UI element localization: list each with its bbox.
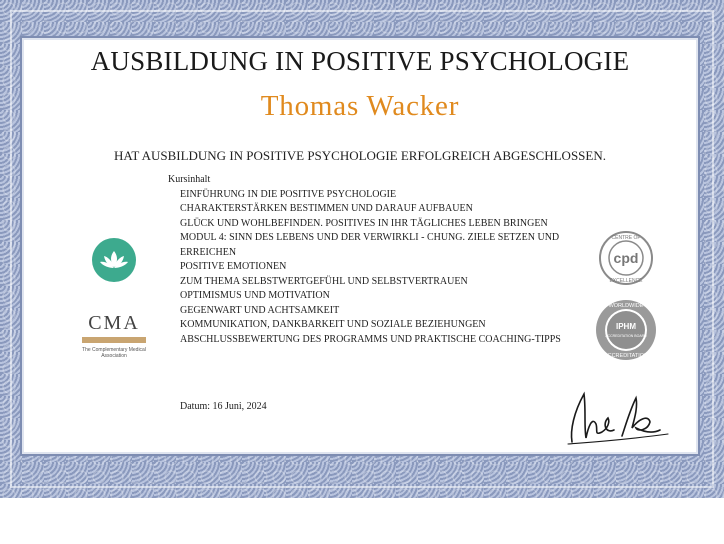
iphm-middle-text: ACCREDITATION BOARD xyxy=(605,334,647,338)
cpd-bottom-text: EXCELLENCE xyxy=(609,278,643,284)
course-item: MODUL 4: SINN DES LEBENS UND DER VERWIRKLI - CHUNG. ZIELE SETZEN UND ERREICHEN xyxy=(180,232,560,258)
iphm-seal xyxy=(594,298,658,362)
lotus-icon xyxy=(99,249,129,271)
course-content xyxy=(168,173,572,347)
cma-logo-bar xyxy=(82,337,146,343)
iphm-top-text: WORLDWIDE xyxy=(608,303,644,309)
recipient-name: Thomas Wacker xyxy=(260,90,460,122)
course-item: POSITIVE EMOTIONEN xyxy=(180,261,287,272)
course-item: KOMMUNIKATION, DANKBARKEIT UND SOZIALE BEZIEHUNGEN xyxy=(180,319,486,330)
cpd-top-text: CENTRE OF xyxy=(611,235,641,241)
course-heading: Kursinhalt xyxy=(168,174,211,185)
course-item: GEGENWART UND ACHTSAMKEIT xyxy=(180,304,340,316)
course-item: GLÜCK UND WOHLBEFINDEN. POSITIVES IN IHR TÄGLICHES LEBEN BRINGEN xyxy=(180,217,548,229)
course-item: ZUM THEMA SELBSTWERTGEFÜHL UND SELBSTVERTRAUEN xyxy=(180,275,468,287)
certificate-body xyxy=(24,40,696,452)
cma-logo xyxy=(74,308,154,360)
cma-logo-text: CMA xyxy=(88,312,140,334)
course-item: OPTIMISMUS UND MOTIVATION xyxy=(180,290,330,301)
cpd-mark: cpd xyxy=(613,250,639,266)
iphm-bottom-text: ACCREDITATION xyxy=(603,353,649,359)
course-item: ABSCHLUSSBEWERTUNG DES PROGRAMMS UND PRAKTISCHE COACHING-TIPPS xyxy=(180,333,561,345)
certificate-date: Datum: 16 Juni, 2024 xyxy=(180,401,267,412)
certificate-title: AUSBILDUNG IN POSITIVE PSYCHOLOGIE xyxy=(90,46,630,76)
lotus-logo xyxy=(92,238,136,282)
iphm-mark: IPHM xyxy=(616,322,636,331)
completion-statement: HAT AUSBILDUNG IN POSITIVE PSYCHOLOGIE ERFOLGREICH ABGESCHLOSSEN. xyxy=(114,148,606,163)
course-item: CHARAKTERSTÄRKEN BESTIMMEN UND DARAUF AUFBAUEN xyxy=(180,203,473,214)
cma-logo-subtitle: The Complementary Medical Association xyxy=(82,347,146,359)
course-item: EINFÜHRUNG IN DIE POSITIVE PSYCHOLOGIE xyxy=(180,188,397,200)
cpd-seal xyxy=(598,230,654,286)
signature xyxy=(564,384,674,450)
